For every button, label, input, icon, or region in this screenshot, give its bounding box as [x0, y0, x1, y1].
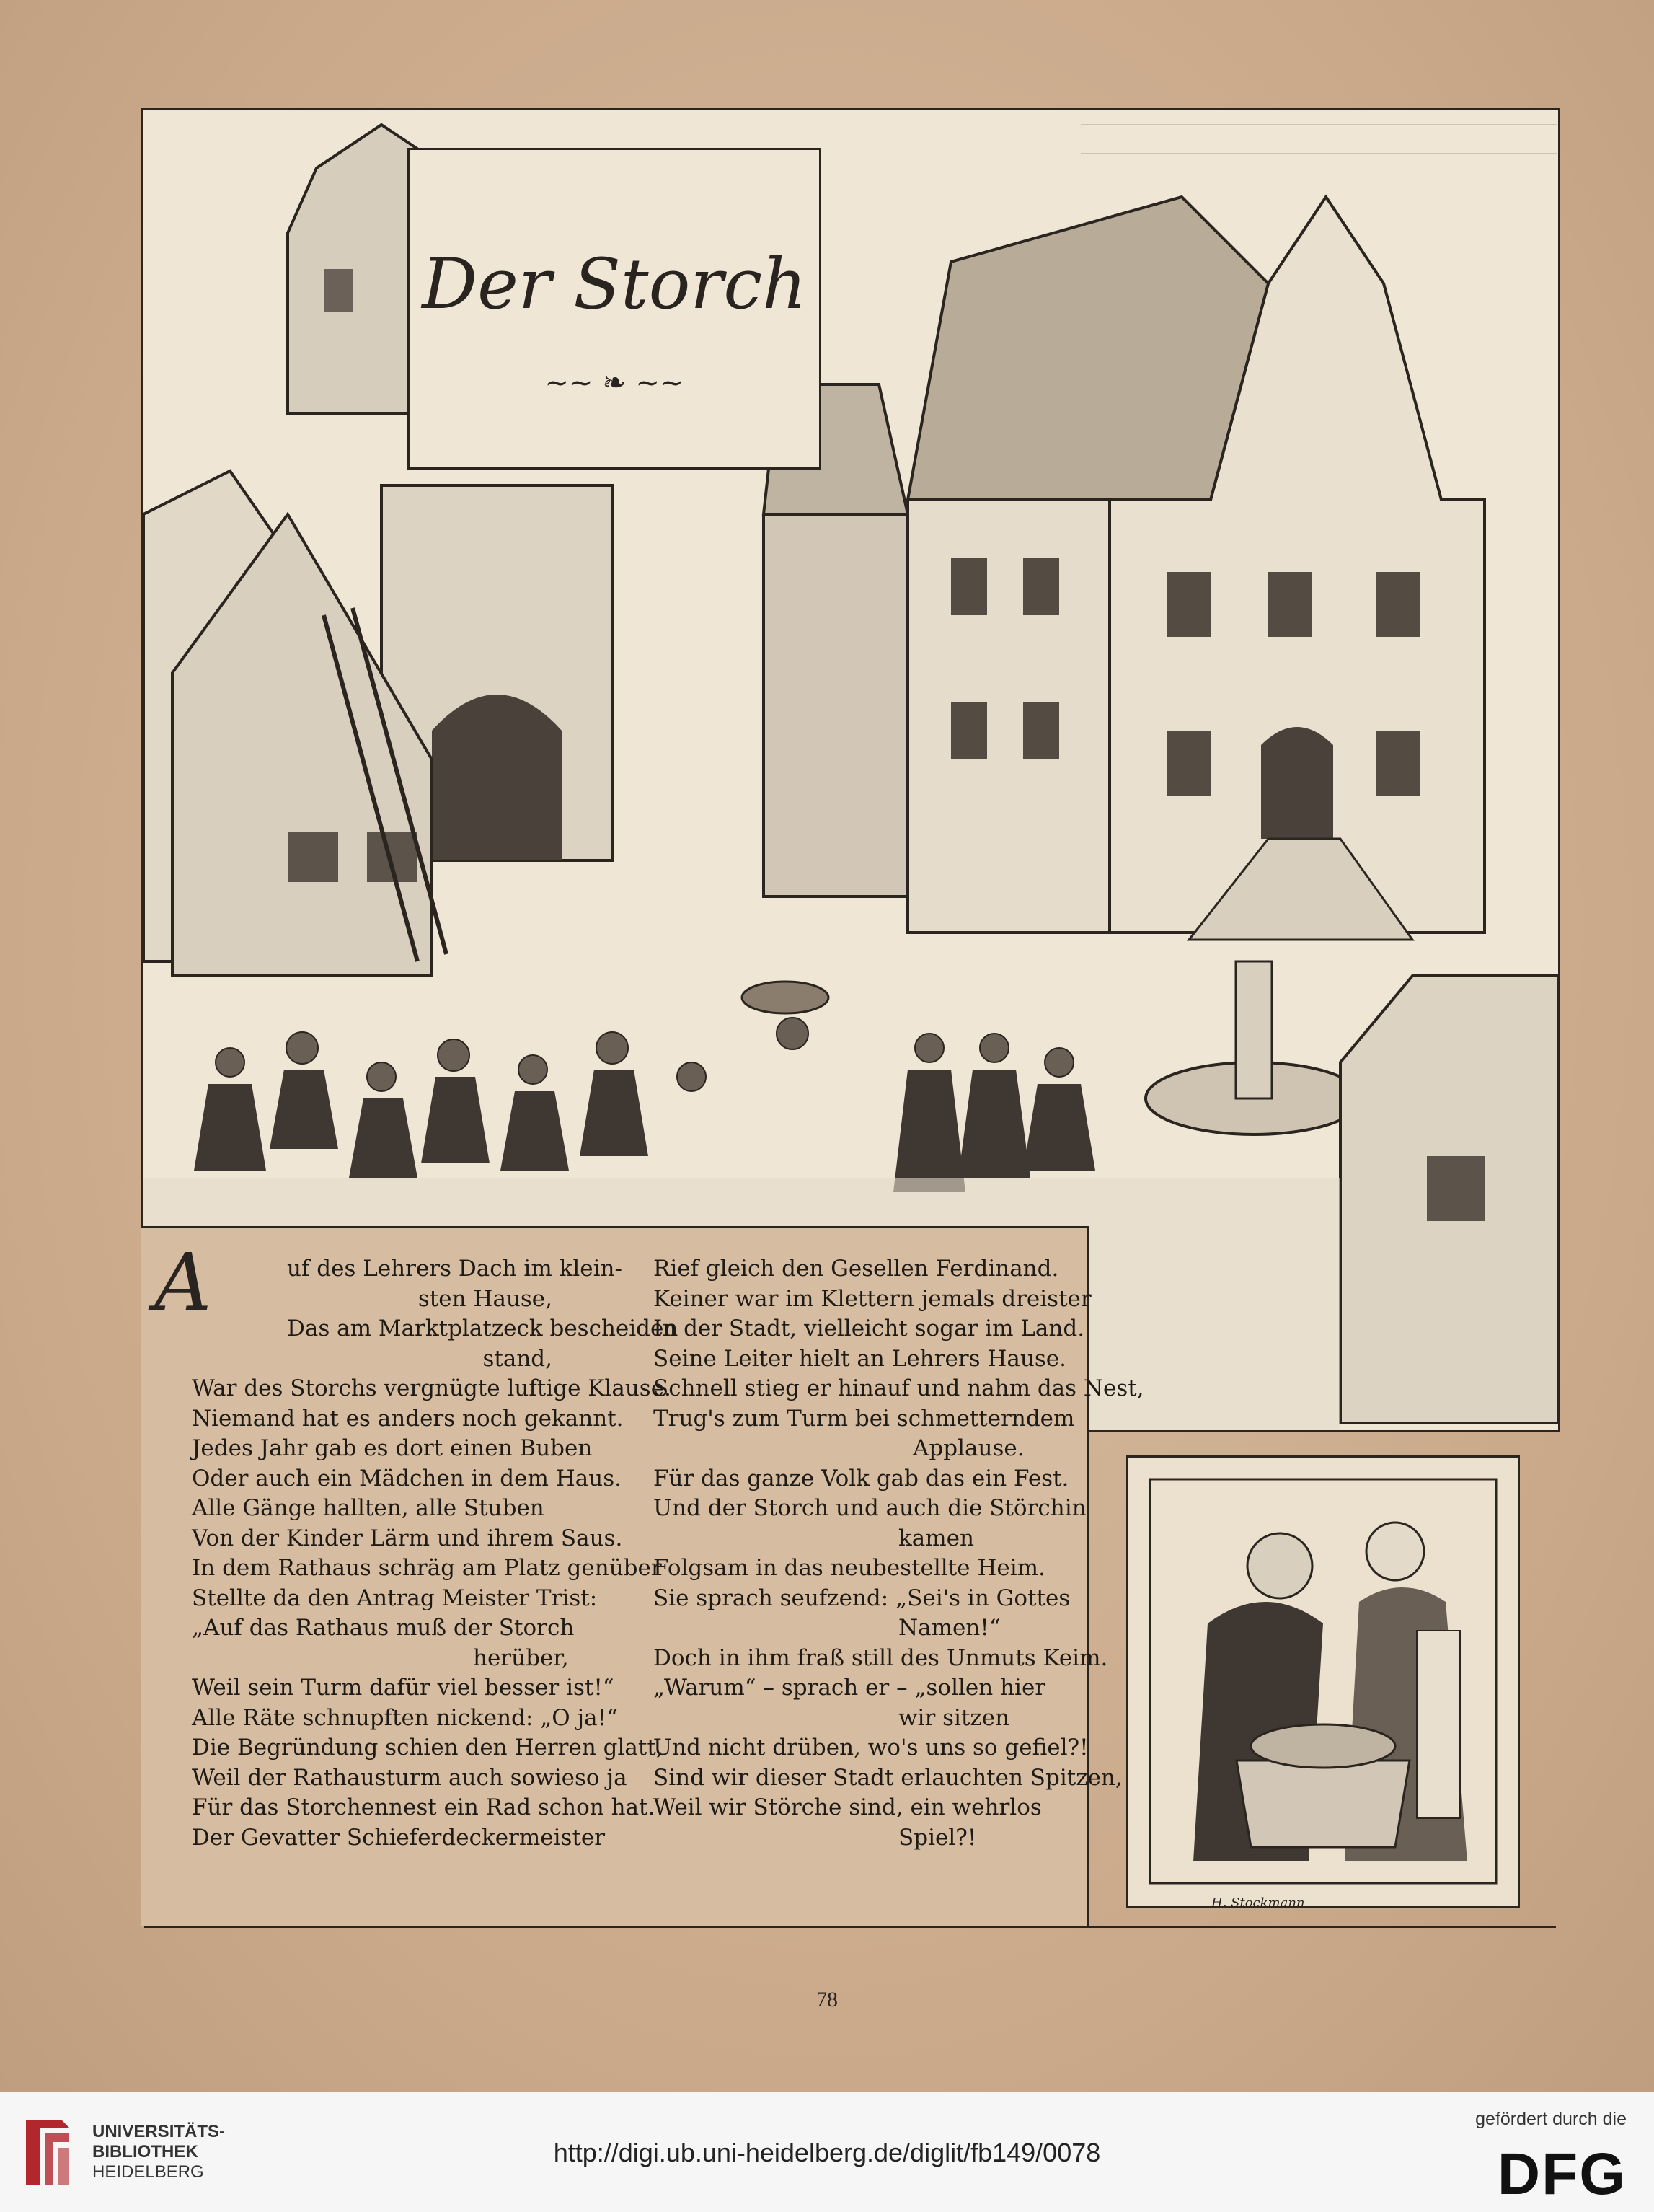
poem-line: In der Stadt, vielleicht sogar im Land. [653, 1316, 1085, 1341]
poem-line: Alle Gänge hallten, alle Stuben [192, 1495, 544, 1521]
couple-drawing [1128, 1458, 1518, 1906]
poem-line: Weil wir Störche sind, ein wehrlos [653, 1794, 1042, 1820]
poem-opening [287, 1254, 678, 1374]
poem-line: „Warum“ – sprach er – „sollen hier [653, 1675, 1046, 1701]
poem-panel [141, 1226, 1144, 1926]
poem-line: War des Storchs vergnügte luftige Klause. [192, 1375, 671, 1401]
poem-line: Folgsam in das neubestellte Heim. [653, 1555, 1045, 1581]
poem-column-right [653, 1254, 1144, 1853]
poem-line: Weil sein Turm dafür viel besser ist!“ [192, 1675, 614, 1701]
poem-line: Für das ganze Volk gab das ein Fest. [653, 1465, 1069, 1491]
poem-line: kamen [898, 1525, 974, 1551]
poem-line: uf des Lehrers Dach im klein- [287, 1256, 622, 1282]
poem-line: Seine Leiter hielt an Lehrers Hause. [653, 1345, 1066, 1372]
poem-line: sten Hause, [417, 1285, 552, 1312]
poem-line: Spiel?! [898, 1824, 977, 1851]
poem-line: wir sitzen [898, 1704, 1010, 1731]
dfg-logo: DFG [1497, 2141, 1627, 2207]
panel-bottom-rule [144, 1926, 1556, 1928]
poem-line: Und nicht drüben, wo's uns so gefiel?! [653, 1735, 1089, 1761]
poem-line: Schnell stieg er hinauf und nahm das Nest, [653, 1375, 1144, 1401]
poem-line: Niemand hat es anders noch gekannt. [192, 1405, 624, 1432]
poem-line: Trug's zum Turm bei schmetterndem [653, 1405, 1075, 1432]
page-title: Der Storch [422, 244, 807, 325]
poem-line: Die Begründung schien den Herren glatt, [192, 1735, 663, 1761]
poem-line: Sind wir dieser Stadt erlauchten Spitzen, [653, 1764, 1123, 1791]
poem-line: Jedes Jahr gab es dort einen Buben [192, 1435, 593, 1461]
poem-line: stand, [482, 1345, 552, 1372]
poem-line: Stellte da den Antrag Meister Trist: [192, 1585, 598, 1611]
source-url-link[interactable]: http://digi.ub.uni-heidelberg.de/diglit/fb149/0078 [553, 2138, 1101, 2167]
stork-couple-illustration [1126, 1455, 1520, 1908]
logo-line: BIBLIOTHEK [92, 2142, 198, 2162]
footer-bar [0, 2092, 1654, 2212]
poem-line: Namen!“ [898, 1615, 1001, 1641]
poem-line: Sie sprach seufzend: „Sei's in Gottes [653, 1585, 1071, 1611]
poem-line: Der Gevatter Schieferdeckermeister [192, 1824, 606, 1851]
poem-line: herüber, [473, 1644, 569, 1671]
poem-line: Und der Storch und auch die Störchin [653, 1495, 1087, 1521]
poem-line: „Auf das Rathaus muß der Storch [192, 1615, 575, 1641]
poem-line: Rief gleich den Gesellen Ferdinand. [653, 1256, 1059, 1282]
logo-line: HEIDELBERG [92, 2162, 204, 2182]
poem-line: Das am Marktplatzeck bescheiden [287, 1316, 678, 1341]
poem-line: Applause. [913, 1435, 1025, 1461]
poem-line: In dem Rathaus schräg am Platz genüber [192, 1555, 662, 1581]
title-ornament: ~~ ❧ ~~ [544, 366, 684, 400]
poem-line: Weil der Rathausturm auch sowieso ja [192, 1764, 627, 1791]
poem-column-left [192, 1254, 678, 1853]
artist-signature: H. Stockmann [1211, 1895, 1305, 1911]
dropcap-initial: A [154, 1236, 212, 1328]
poem-line: Von der Kinder Lärm und ihrem Saus. [192, 1525, 623, 1551]
page-number: 78 [816, 1988, 838, 2011]
funded-by-label: gefördert durch die [1475, 2109, 1627, 2129]
poem-line: Oder auch ein Mädchen in dem Haus. [192, 1465, 622, 1491]
poem-line: Doch in ihm fraß still des Unmuts Keim. [653, 1644, 1108, 1671]
poem-line: Keiner war im Klettern jemals dreister [653, 1285, 1092, 1312]
poem-line: Für das Storchennest ein Rad schon hat. [192, 1794, 655, 1820]
logo-line: UNIVERSITÄTS- [92, 2122, 226, 2141]
poem-line: Alle Räte schnupften nickend: „O ja!“ [192, 1704, 618, 1731]
title-box [407, 148, 821, 470]
